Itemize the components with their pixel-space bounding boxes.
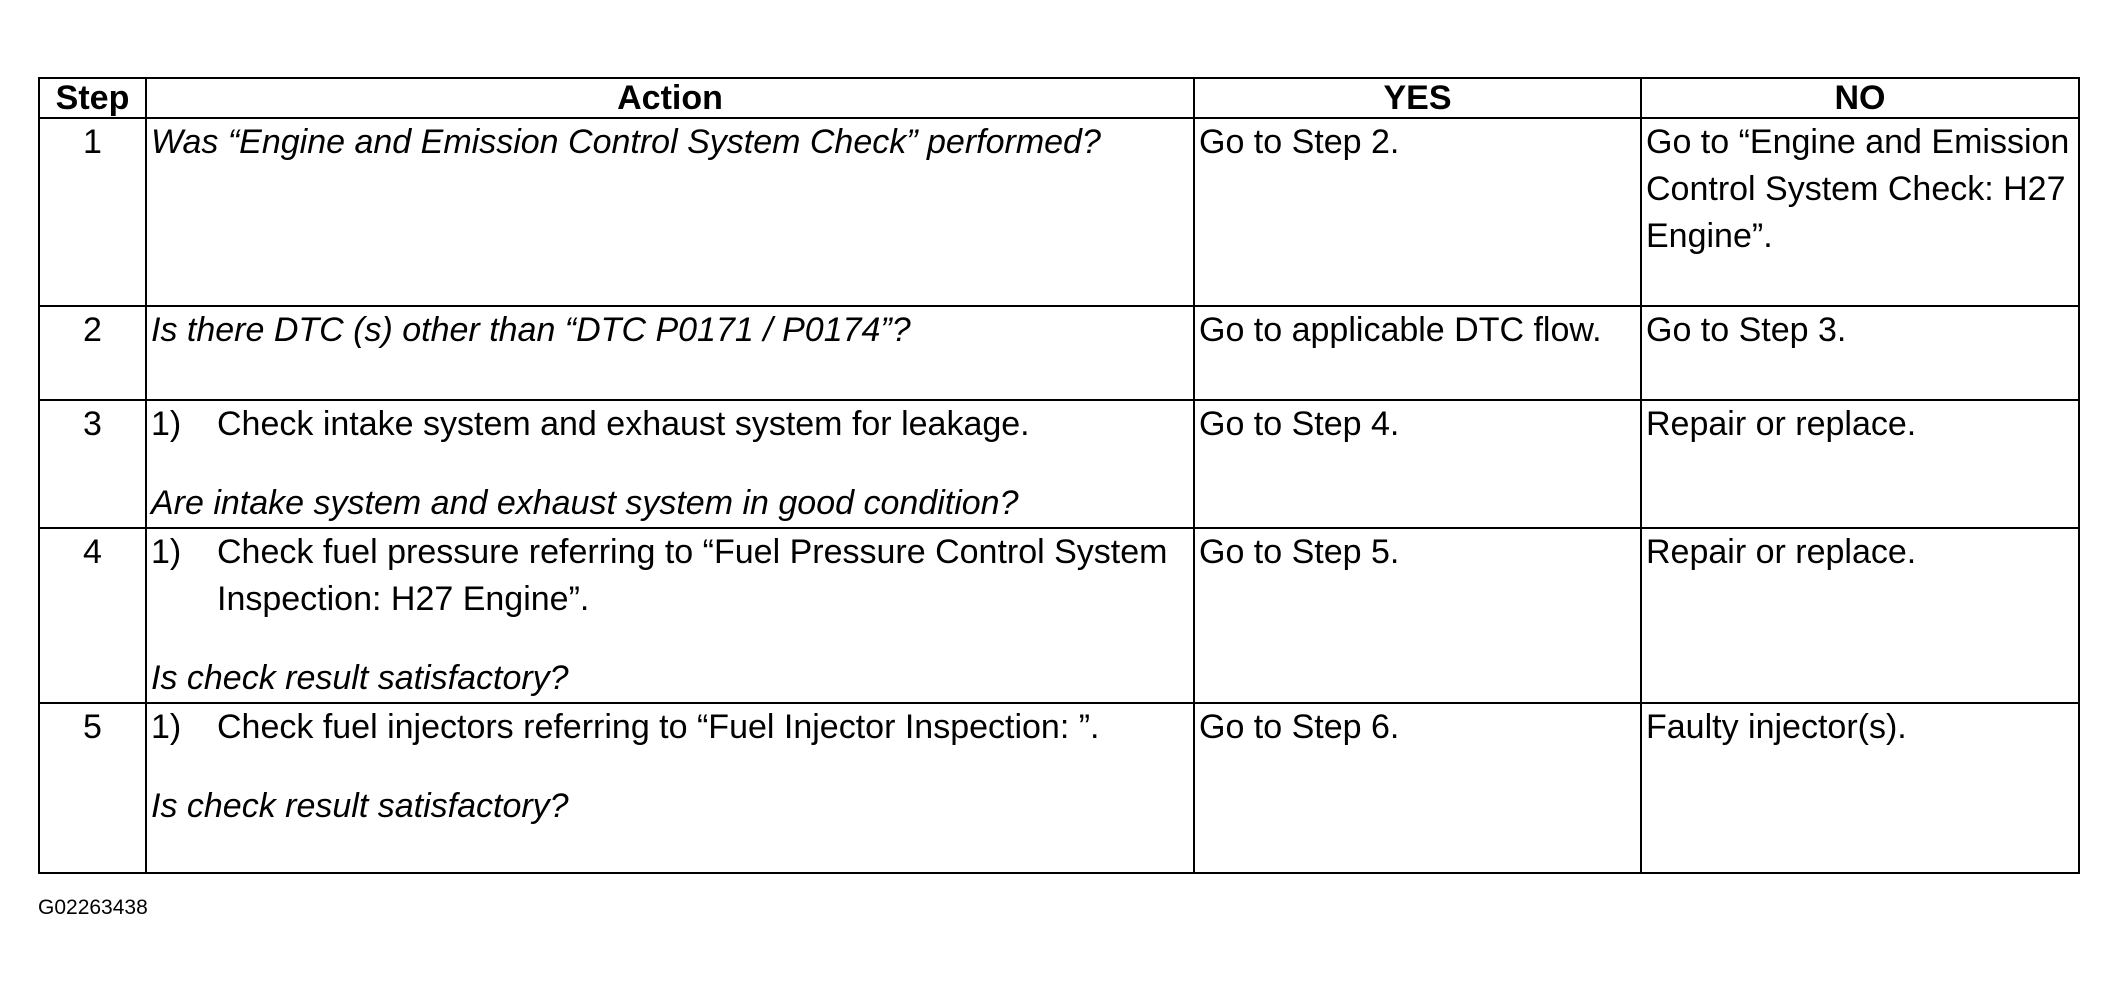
table-row [39,306,2079,400]
figure-id-label: G02263438 [38,896,148,919]
no-cell: Go to “Engine and Emission Control System Check: H27 Engine”. [1641,118,2079,306]
step-number: 4 [39,528,146,703]
table-row [39,400,2079,528]
yes-cell: Go to applicable DTC flow. [1194,306,1641,400]
instruction-number: 1) [151,405,182,443]
instruction-text: Check intake system and exhaust system for leakage. [217,405,1030,443]
no-cell: Repair or replace. [1641,528,2079,703]
action-instruction [151,529,1189,623]
action-instruction [151,704,1189,751]
step-number: 1 [39,118,146,306]
instruction-number: 1) [151,533,182,571]
step-number: 5 [39,703,146,873]
action-cell [146,400,1194,528]
no-cell: Repair or replace. [1641,400,2079,528]
step-number: 2 [39,306,146,400]
action-cell [146,703,1194,873]
no-cell: Go to Step 3. [1641,306,2079,400]
header-action: Action [146,78,1194,118]
action-question: Was “Engine and Emission Control System Check” performed? [151,123,1101,161]
table-row [39,528,2079,703]
yes-cell: Go to Step 4. [1194,400,1641,528]
action-question: Is there DTC (s) other than “DTC P0171 / P0174”? [151,311,911,349]
step-number: 3 [39,400,146,528]
header-yes: YES [1194,78,1641,118]
action-instruction [151,401,1189,448]
table-row [39,118,2079,306]
instruction-text: Check fuel injectors referring to “Fuel Injector Inspection: ”. [217,708,1100,746]
diagnostic-flow-table [38,77,2080,874]
yes-cell: Go to Step 2. [1194,118,1641,306]
action-cell [146,118,1194,306]
action-question: Is check result satisfactory? [151,787,569,825]
action-cell [146,528,1194,703]
yes-cell: Go to Step 6. [1194,703,1641,873]
action-question: Is check result satisfactory? [151,659,569,697]
table-row [39,703,2079,873]
header-step: Step [39,78,146,118]
table-header-row [39,78,2079,118]
instruction-number: 1) [151,708,182,746]
no-cell: Faulty injector(s). [1641,703,2079,873]
header-no: NO [1641,78,2079,118]
action-question: Are intake system and exhaust system in good condition? [151,484,1019,522]
action-cell [146,306,1194,400]
yes-cell: Go to Step 5. [1194,528,1641,703]
instruction-text: Check fuel pressure referring to “Fuel Pressure Control System Inspection: H27 Engine”. [217,533,1168,618]
